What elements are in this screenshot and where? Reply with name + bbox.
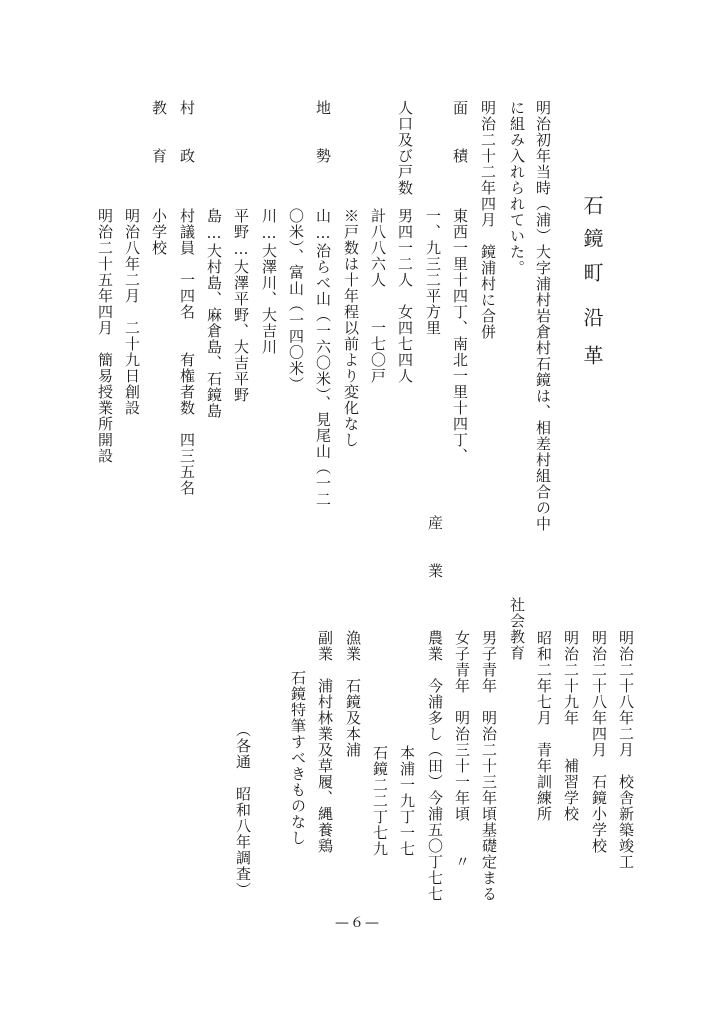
terrain-line-1: 山…治らべ山（一六〇米）、見尾山（一二 xyxy=(314,208,332,508)
population-label: 人口及び戸数 xyxy=(396,100,414,196)
title-char-3: 町 xyxy=(580,262,604,282)
education-line-1: 小学校 xyxy=(150,208,168,256)
industry-agriculture: 農業 今浦多し（田）今浦五〇丁七七 xyxy=(426,630,444,902)
village-politics-line-1: 村議員 一四名 有権者数 四三五名 xyxy=(178,208,196,496)
school-history-1: 明治二十八年二月 校舎新築竣工 xyxy=(617,630,635,870)
education-line-3: 明治二十五年四月 簡易授業所開設 xyxy=(96,208,114,464)
social-education-line-1: 男子青年 明治二十三年頃基礎定まる xyxy=(480,630,498,902)
title-char-5: 革 xyxy=(580,345,604,365)
terrain-line-5: 島…大村島、麻倉島、石鏡島 xyxy=(205,208,223,419)
title-char-1: 石 xyxy=(580,195,604,215)
industry-label: 産 業 xyxy=(426,515,444,579)
education-label: 教 育 xyxy=(150,100,168,164)
population-note: ※戸数は十年程以前より変化なし xyxy=(342,208,360,448)
terrain-line-3: 川…大澤川、大吉川 xyxy=(260,208,278,355)
school-history-4: 昭和二年七月 青年訓練所 xyxy=(535,630,553,822)
population-line-2: 計八八六人 一七〇戸 xyxy=(369,208,387,384)
industry-side: 副業 浦村林業及草履、縄養鶏 xyxy=(316,630,334,854)
page-number: —６— xyxy=(335,915,380,931)
school-history-3: 明治二十九年 補習学校 xyxy=(562,630,580,822)
history-line-1: 明治初年当時（浦）大字浦村岩倉村石鏡は、相差村組合の中 xyxy=(534,100,552,532)
title-char-2: 鏡 xyxy=(580,228,604,248)
terrain-line-4: 平野…大澤平野、大吉平野 xyxy=(232,208,250,403)
industry-side-2: 石鏡特筆すべきものなし xyxy=(289,670,307,846)
industry-agri-sub-2: 石鏡二二丁七九 xyxy=(371,745,389,857)
area-value-2: 一、九三二平方里 xyxy=(424,208,442,336)
industry-agri-sub-1: 本浦一九丁一七 xyxy=(398,745,416,857)
history-line-2: に組み入れられていた。 xyxy=(508,100,526,276)
school-history-2: 明治二十八年四月 石鏡小学校 xyxy=(590,630,608,854)
history-line-3: 明治二十二年四月 鏡浦村に合併 xyxy=(479,100,497,340)
social-education-label: 社会教育 xyxy=(508,597,526,661)
terrain-line-2: 〇米）、富山（一四〇米） xyxy=(287,208,305,393)
social-education-line-2: 女子青年 明治三十一年頃 〃 xyxy=(453,630,471,870)
education-line-2: 明治八年二月 二十九日創設 xyxy=(123,208,141,416)
terrain-label: 地 勢 xyxy=(314,100,332,164)
area-label: 面 積 xyxy=(451,100,469,164)
area-value-1: 東西一里十四丁、南北一里十四丁、 xyxy=(451,208,469,464)
industry-fishery: 漁業 石鏡及本浦 xyxy=(344,630,362,758)
population-line-1: 男四一二人 女四七四人 xyxy=(396,208,414,384)
village-politics-label: 村 政 xyxy=(178,100,196,164)
industry-source: （各通 昭和八年調査） xyxy=(234,722,252,898)
title-char-4: 沿 xyxy=(580,307,604,327)
